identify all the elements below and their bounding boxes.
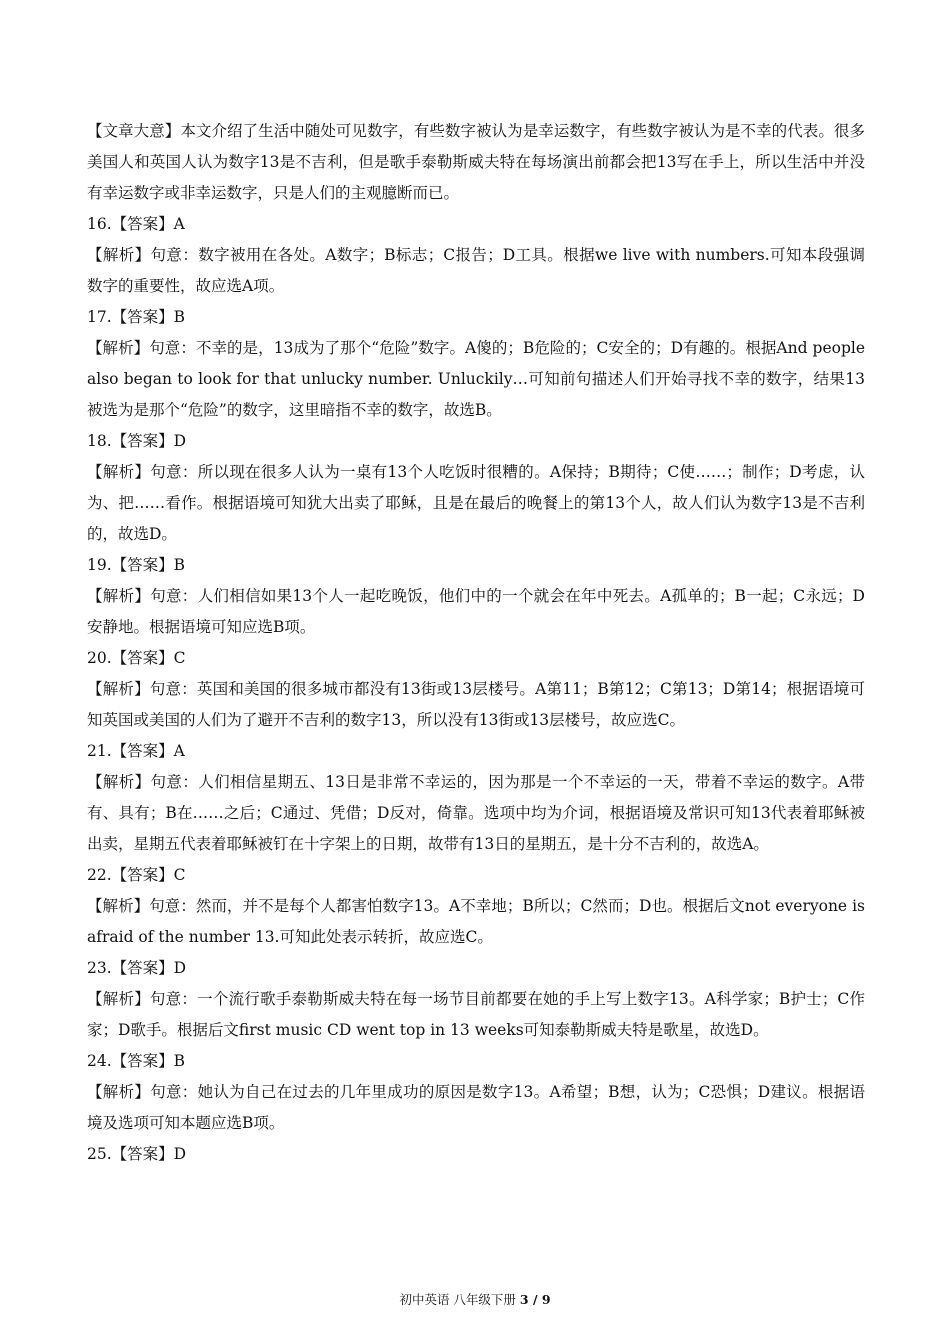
answer-18: 18.【答案】D: [87, 432, 187, 450]
page-footer: [0, 1292, 950, 1308]
analysis-22: 【解析】句意：然而，并不是每个人都害怕数字13。A不幸地；B所以；C然而；D也。根据后文not everyone is afraid of the number 13.可知此处表示转折，故应选C。: [87, 897, 865, 946]
summary-paragraph: 【文章大意】本文介绍了生活中随处可见数字，有些数字被认为是幸运数字，有些数字被认为是不幸的代表。很多美国人和英国人认为数字13是不吉利，但是歌手泰勒斯威夫特在每场演出前都会把13写在手上，所以生活中并没有幸运数字或非幸运数字，只是人们的主观臆断而已。: [87, 122, 865, 202]
answer-23: 23.【答案】D: [87, 959, 187, 977]
answer-20: 20.【答案】C: [87, 649, 186, 667]
analysis-20: 【解析】句意：英国和美国的很多城市都没有13街或13层楼号。A第11；B第12；C第13；D第14；根据语境可知英国或美国的人们为了避开不吉利的数字13，所以没有13街或13层楼号，故应选C。: [87, 680, 865, 729]
answer-22: 22.【答案】C: [87, 866, 186, 884]
page-number: 3 / 9: [519, 1292, 551, 1307]
answer-24: 24.【答案】B: [87, 1052, 186, 1070]
answer-16: 16.【答案】A: [87, 215, 185, 233]
analysis-16: 【解析】句意：数字被用在各处。A数字；B标志；C报告；D工具。根据we live with numbers.可知本段强调数字的重要性，故应选A项。: [87, 246, 865, 295]
answer-19: 19.【答案】B: [87, 556, 186, 574]
analysis-17: 【解析】句意：不幸的是，13成为了那个“危险”数字。A傻的；B危险的；C安全的；D有趣的。根据And people also began to look for that unlucky number. Unluckily…可知前句描述人们开始寻找不幸的数字，结果13被选为是那个“危险”的数字，这里暗指不幸的数字，故选B。: [87, 339, 865, 419]
answer-21: 21.【答案】A: [87, 742, 185, 760]
document-body: [87, 116, 865, 1170]
analysis-21: 【解析】句意：人们相信星期五、13日是非常不幸运的，因为那是一个不幸运的一天，带着不幸运的数字。A带有、具有；B在……之后；C通过、凭借；D反对，倚靠。选项中均为介词，根据语境及常识可知13代表着耶稣被出卖，星期五代表着耶稣被钉在十字架上的日期，故带有13日的星期五，是十分不吉利的，故选A。: [87, 773, 865, 853]
analysis-19: 【解析】句意：人们相信如果13个人一起吃晚饭，他们中的一个就会在年中死去。A孤单的；B一起；C永远；D安静地。根据语境可知应选B项。: [87, 587, 865, 636]
analysis-24: 【解析】句意：她认为自己在过去的几年里成功的原因是数字13。A希望；B想，认为；C恐惧；D建议。根据语境及选项可知本题应选B项。: [87, 1083, 865, 1132]
analysis-18: 【解析】句意：所以现在很多人认为一桌有13个人吃饭时很糟的。A保持；B期待；C使……；制作；D考虑，认为、把……看作。根据语境可知犹大出卖了耶稣，且是在最后的晚餐上的第13个人，故人们认为数字13是不吉利的，故选D。: [87, 463, 865, 543]
analysis-23: 【解析】句意：一个流行歌手泰勒斯威夫特在每一场节目前都要在她的手上写上数字13。A科学家；B护士；C作家；D歌手。根据后文first music CD went top in 13 weeks可知泰勒斯威夫特是歌星，故选D。: [87, 990, 865, 1039]
answer-25: 25.【答案】D: [87, 1145, 187, 1163]
footer-label: 初中英语 八年级下册: [399, 1292, 520, 1307]
answer-17: 17.【答案】B: [87, 308, 186, 326]
